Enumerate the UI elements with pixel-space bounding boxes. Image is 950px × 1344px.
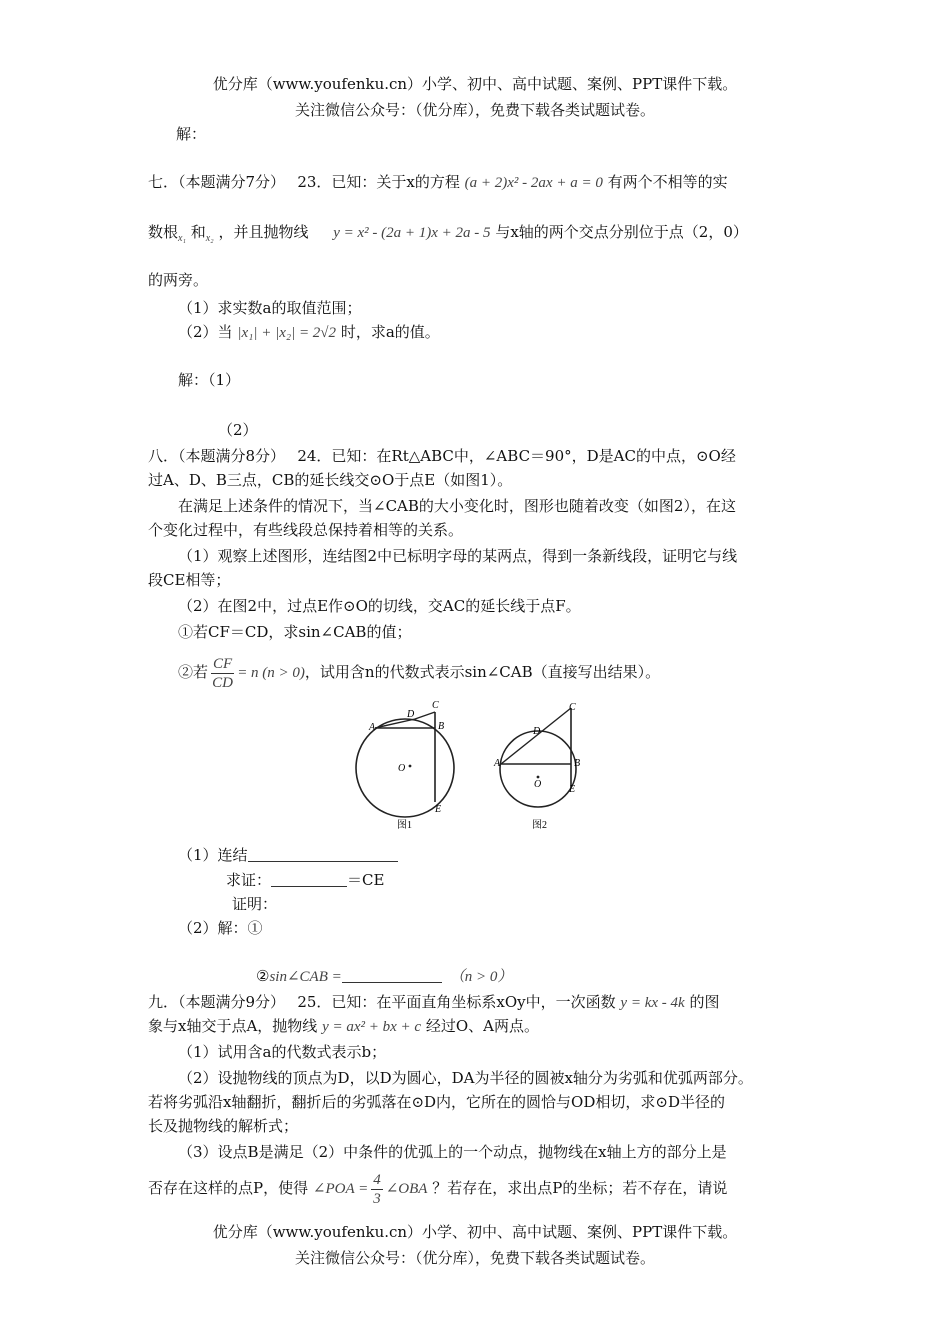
q8-answer-1 bbox=[178, 845, 398, 865]
q9-angle-eq: ∠POA = bbox=[312, 1181, 369, 1197]
q7-part-2-b: 时，求a的值。 bbox=[340, 323, 440, 341]
q9-line-8-b: ？若存在，求出点P的坐标；若不存在，请说 bbox=[432, 1179, 728, 1197]
q7-x1: x₁ bbox=[178, 233, 186, 244]
q9-line-2 bbox=[148, 1016, 539, 1037]
q7-x2: x₂ bbox=[205, 233, 214, 244]
q8-line-5: （1）观察上述图形，连结图2中已标明字母的某两点，得到一条新线段，证明它与线 bbox=[178, 547, 738, 565]
q7-line-1 bbox=[148, 172, 728, 193]
q7-and: 和 bbox=[190, 223, 206, 241]
sin-blank[interactable] bbox=[342, 968, 442, 983]
q7-solution-2: （2） bbox=[218, 421, 258, 439]
q9-line-6: 长及抛物线的解析式； bbox=[148, 1117, 299, 1135]
q9-line-1-a: 九．（本题满分9分） 25．已知：在平面直角坐标系xOy中，一次函数 bbox=[148, 993, 616, 1011]
q7-line-2 bbox=[148, 222, 748, 249]
q9-line-1-b: 的图 bbox=[689, 993, 720, 1011]
footer-line-1: 优分库（www.youfenku.cn）小学、初中、高中试题、案例、PPT课件下载。 bbox=[212, 1223, 738, 1241]
q9-linear-eq: y = kx - 4k bbox=[620, 995, 685, 1011]
fig2-circle bbox=[500, 731, 576, 807]
fig1-label-C: C bbox=[432, 700, 439, 711]
q9-line-8 bbox=[148, 1166, 727, 1211]
fig1-label-D: D bbox=[407, 709, 415, 720]
q7-solution-1: 解：（1） bbox=[178, 371, 241, 389]
q9-line-2-a: 象与x轴交于点A，抛物线 bbox=[148, 1017, 318, 1035]
q8-answer-3 bbox=[256, 966, 512, 987]
fig1-label-O: O bbox=[398, 763, 406, 774]
header-line-1: 优分库（www.youfenku.cn）小学、初中、高中试题、案例、PPT课件下载。 bbox=[212, 75, 738, 93]
q7-text-c: 与x轴的两个交点分别位于点（2，0） bbox=[495, 223, 748, 241]
q7-part-2-a: （2）当 bbox=[178, 323, 233, 341]
q8-answer-1-label: （1）连结 bbox=[178, 846, 248, 864]
q9-line-1 bbox=[148, 992, 719, 1013]
q9-fraction bbox=[371, 1171, 383, 1208]
figures bbox=[355, 692, 605, 834]
q7-abs-eq: |x₁| + |x₂| = 2√2 bbox=[237, 325, 337, 341]
q9-line-8-a: 否存在这样的点P，使得 bbox=[148, 1179, 309, 1197]
q7-equation: (a + 2)x² - 2ax + a = 0 bbox=[464, 175, 603, 191]
q9-line-5: 若将劣弧沿x轴翻折，翻折后的劣弧落在⊙D内，它所在的圆恰与OD相切，求⊙D半径的 bbox=[148, 1093, 725, 1111]
q8-answer-3-eq: sin∠CAB = bbox=[269, 969, 342, 985]
fig2-label-A: A bbox=[494, 758, 501, 769]
q9-line-4: （2）设抛物线的顶点为D，以D为圆心，DA为半径的圆被x轴分为劣弧和优弧两部分。 bbox=[178, 1069, 753, 1087]
q8-line-8: ①若CF＝CD，求sin∠CAB的值； bbox=[178, 623, 412, 641]
q8-answer-3-cond: （n > 0） bbox=[449, 969, 513, 985]
fig2-caption: 图2 bbox=[532, 820, 547, 831]
solve-label: 解： bbox=[176, 125, 207, 143]
q7-text-b: ，并且抛物线 bbox=[218, 223, 309, 241]
fig2-label-B: B bbox=[574, 758, 581, 769]
fig2-label-D: D bbox=[533, 726, 541, 737]
q7-line-3: 的两旁。 bbox=[148, 271, 209, 289]
connect-blank[interactable] bbox=[248, 847, 398, 862]
q8-frac-den: CD bbox=[212, 674, 234, 691]
q8-answer-1c: 证明： bbox=[232, 895, 278, 913]
footer-line-2: 关注微信公众号：（优分库），免费下载各类试题试卷。 bbox=[294, 1249, 655, 1267]
q9-parabola-eq: y = ax² + bx + c bbox=[322, 1019, 422, 1035]
q8-answer-3-mark: ② bbox=[256, 967, 270, 985]
q8-frac-num: CF bbox=[213, 655, 233, 672]
q9-line-2-b: 经过O、A两点。 bbox=[425, 1017, 539, 1035]
fig1-label-E: E bbox=[435, 804, 442, 815]
q9-line-3: （1）试用含a的代数式表示b； bbox=[178, 1043, 387, 1061]
fig2-label-O: O bbox=[534, 779, 542, 790]
q8-line-3: 在满足上述条件的情况下，当∠CAB的大小变化时，图形也随着改变（如图2），在这 bbox=[178, 497, 736, 515]
q8-line-9-a: ②若 bbox=[178, 663, 209, 681]
q9-angle-obа: ∠OBA bbox=[385, 1181, 428, 1197]
prove-blank[interactable] bbox=[271, 872, 347, 887]
header-line-2: 关注微信公众号：（优分库），免费下载各类试题试卷。 bbox=[294, 101, 655, 119]
q8-fraction bbox=[211, 655, 234, 692]
q8-line-1: 八．（本题满分8分） 24．已知：在Rt△ABC中，∠ABC＝90°，D是AC的中点，⊙O经 bbox=[148, 447, 736, 465]
figure-1 bbox=[356, 700, 454, 831]
q8-line-9-eq: = n (n > 0) bbox=[237, 665, 305, 681]
q8-line-9 bbox=[178, 650, 660, 695]
q8-line-9-b: ，试用含n的代数式表示sin∠CAB（直接写出结果）。 bbox=[304, 663, 661, 681]
q9-frac-num: 4 bbox=[373, 1171, 381, 1188]
q8-line-6: 段CE相等； bbox=[148, 571, 231, 589]
q8-prove-label: 求证： bbox=[226, 871, 272, 889]
q7-text: 数根 bbox=[148, 223, 179, 241]
fig1-label-B: B bbox=[438, 721, 445, 732]
q9-line-7: （3）设点B是满足（2）中条件的优弧上的一个动点，抛物线在x轴上方的部分上是 bbox=[178, 1143, 727, 1161]
q8-line-4: 个变化过程中，有些线段总保持着相等的关系。 bbox=[148, 521, 464, 539]
fig1-caption: 图1 bbox=[397, 820, 412, 831]
q7-head-tail: 有两个不相等的实 bbox=[607, 173, 728, 191]
q9-frac-den: 3 bbox=[373, 1190, 381, 1207]
q8-line-2: 过A、D、B三点，CB的延长线交⊙O于点E（如图1）。 bbox=[148, 471, 513, 489]
fig2-label-E: E bbox=[569, 784, 576, 795]
q8-line-7: （2）在图2中，过点E作⊙O的切线，交AC的延长线于点F。 bbox=[178, 597, 581, 615]
q7-parabola: y = x² - (2a + 1)x + 2a - 5 bbox=[333, 225, 491, 241]
figure-2 bbox=[493, 702, 580, 831]
q7-head: 七．（本题满分7分） 23．已知：关于x的方程 bbox=[148, 173, 460, 191]
q8-prove-tail: ＝CE bbox=[347, 871, 385, 889]
q8-answer-1b bbox=[226, 870, 384, 890]
fig1-label-A: A bbox=[369, 722, 376, 733]
q7-part-1: （1）求实数a的取值范围； bbox=[178, 299, 362, 317]
q7-part-2 bbox=[178, 322, 440, 343]
fig2-label-C: C bbox=[569, 702, 576, 713]
q8-answer-2: （2）解：① bbox=[178, 919, 263, 937]
